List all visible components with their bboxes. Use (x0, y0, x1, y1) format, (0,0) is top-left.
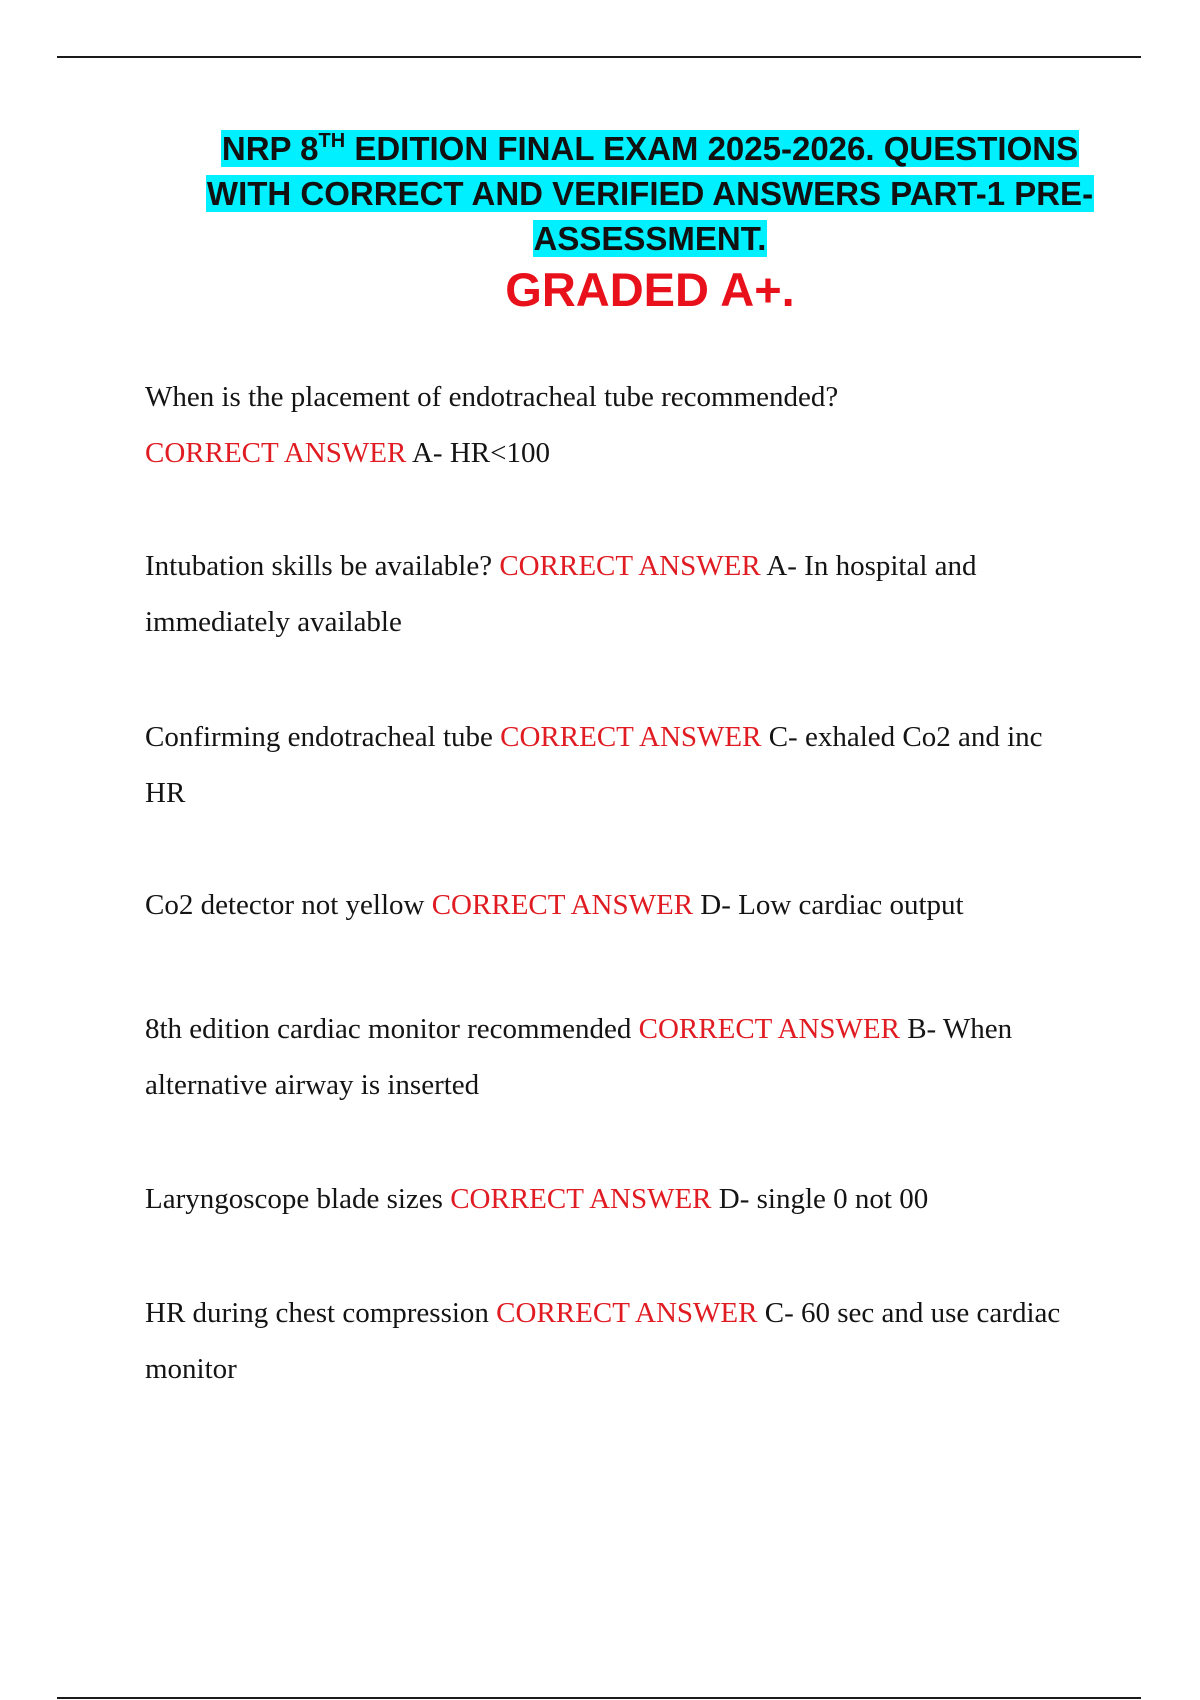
document-title (150, 126, 1150, 261)
answer-text: C- exhaled Co2 and inc HR (145, 721, 1043, 809)
question-text: Confirming endotracheal tube (145, 721, 493, 753)
answer-label: CORRECT ANSWER (638, 1013, 900, 1045)
answer-label: CORRECT ANSWER (496, 1297, 758, 1329)
qa-item (145, 369, 1085, 481)
question-text: Laryngoscope blade sizes (145, 1183, 443, 1215)
answer-label: CORRECT ANSWER (431, 889, 694, 921)
title-text: WITH CORRECT AND VERIFIED ANSWERS PART-1 PRE- (206, 175, 1094, 212)
question-text: Co2 detector not yellow (145, 889, 425, 921)
answer-label: CORRECT ANSWER (499, 550, 761, 582)
qa-item (145, 1001, 1085, 1113)
bottom-rule (57, 1697, 1141, 1699)
answer-label: CORRECT ANSWER (450, 1183, 712, 1215)
title-line-3 (150, 216, 1150, 261)
question-text: 8th edition cardiac monitor recommended (145, 1013, 632, 1045)
answer-text: B- When alternative airway is inserted (145, 1013, 1013, 1101)
qa-item (145, 538, 1085, 650)
title-superscript: TH (318, 130, 346, 152)
title-text: EDITION FINAL EXAM 2025-2026. QUESTIONS (345, 130, 1079, 167)
question-text: Intubation skills be available? (145, 550, 493, 582)
answer-label: CORRECT ANSWER (145, 437, 407, 469)
question-text: When is the placement of endotracheal tube recommended? (145, 381, 839, 413)
answer-text: C- 60 sec and use cardiac monitor (145, 1297, 1061, 1385)
qa-item (145, 1171, 1085, 1227)
answer-text: A- HR<100 (411, 437, 550, 469)
answer-text: D- single 0 not 00 (718, 1183, 929, 1215)
title-line-2 (150, 171, 1150, 216)
qa-item (145, 877, 1085, 933)
answer-text: A- In hospital and immediately available (145, 550, 977, 638)
qa-item (145, 709, 1085, 821)
title-line-1 (150, 126, 1150, 171)
title-text: NRP 8 (221, 130, 319, 167)
top-rule (57, 56, 1141, 58)
question-text: HR during chest compression (145, 1297, 489, 1329)
grade-heading: GRADED A+. (505, 263, 795, 316)
title-text: ASSESSMENT. (533, 220, 767, 257)
qa-item (145, 1285, 1085, 1397)
answer-label: CORRECT ANSWER (500, 721, 762, 753)
answer-text: D- Low cardiac output (700, 889, 964, 921)
